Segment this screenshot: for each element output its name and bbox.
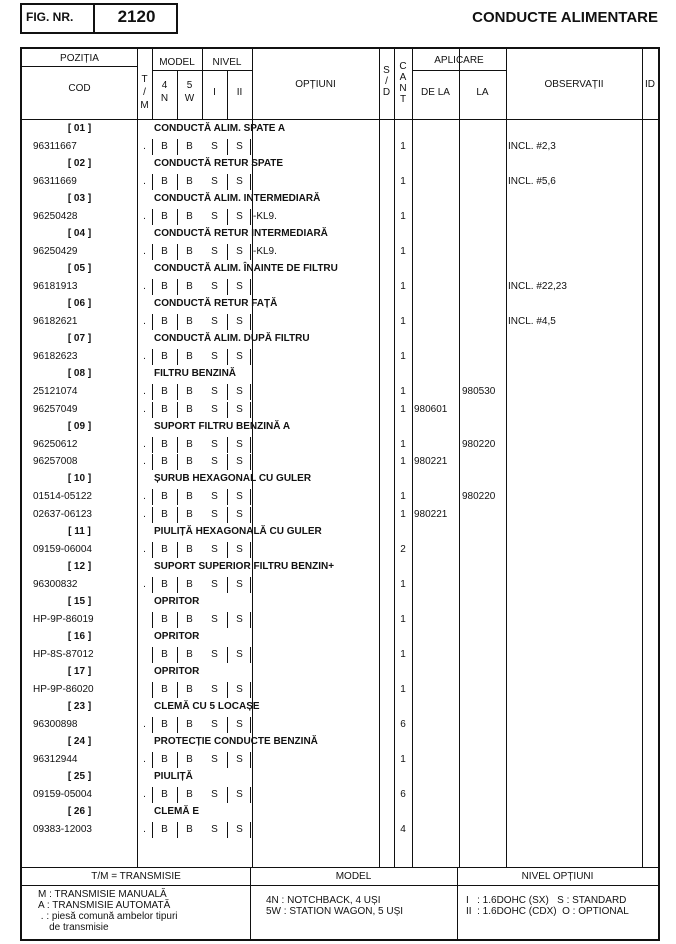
part-nivel-1: S xyxy=(211,788,218,800)
header-tm: T / M xyxy=(140,74,149,111)
parts-table xyxy=(20,47,660,941)
part-code: 96312944 xyxy=(33,753,78,765)
group-title: FILTRU BENZINĂ xyxy=(154,368,237,379)
part-transmission: . xyxy=(143,316,146,327)
part-model-4n: B xyxy=(161,543,168,555)
group-title: SUPORT SUPERIOR FILTRU BENZIN+ xyxy=(154,560,335,572)
part-quantity: 1 xyxy=(400,508,406,520)
column-rule xyxy=(412,49,413,867)
header-id: ID xyxy=(645,79,655,90)
header-rule xyxy=(22,66,137,67)
group-title: CLEMĂ CU 5 LOCAȘE xyxy=(154,700,260,712)
part-valid-from: 980601 xyxy=(414,403,448,415)
group-title: OPRITOR xyxy=(154,630,200,642)
part-model-5w: B xyxy=(186,648,193,660)
group-title: CONDUCTĂ RETUR INTERMEDIARĂ xyxy=(154,228,328,239)
legend-tm-title: T/M = TRANSMISIE xyxy=(91,871,181,882)
part-quantity: 1 xyxy=(400,316,406,327)
part-code: 96250612 xyxy=(33,438,78,450)
part-code: 96257008 xyxy=(33,456,78,467)
part-nivel-1: S xyxy=(211,491,218,502)
part-nivel-1: S xyxy=(211,403,218,415)
part-option: -KL9. xyxy=(253,211,277,222)
part-model-4n: B xyxy=(161,316,168,327)
part-nivel-1: S xyxy=(211,648,218,660)
header-la: LA xyxy=(476,87,489,98)
part-model-5w: B xyxy=(186,316,193,327)
part-nivel-1: S xyxy=(211,438,218,450)
group-position: [ 26 ] xyxy=(67,805,92,817)
part-nivel-2: S xyxy=(236,176,243,187)
part-code: 96182623 xyxy=(33,351,78,362)
part-valid-to: 980220 xyxy=(462,438,496,450)
header-model: MODEL xyxy=(159,57,195,68)
legend-nivel-title: NIVEL OPȚIUNI xyxy=(521,871,594,882)
part-model-5w: B xyxy=(186,823,193,835)
page-title: CONDUCTE ALIMENTARE xyxy=(472,9,658,26)
part-quantity: 1 xyxy=(400,211,406,222)
part-quantity: 1 xyxy=(400,648,406,660)
part-nivel-1: S xyxy=(211,176,218,187)
part-transmission: . xyxy=(143,788,146,800)
part-quantity: 1 xyxy=(400,578,406,590)
part-code: 96181913 xyxy=(33,281,78,292)
header-cant: C A N T xyxy=(399,61,407,105)
part-model-4n: B xyxy=(161,718,168,730)
part-nivel-2: S xyxy=(236,753,243,765)
legend-tm-item: A : TRANSMISIE AUTOMATĂ xyxy=(38,900,171,911)
part-code: 96300832 xyxy=(33,578,78,590)
header-cod: COD xyxy=(68,83,91,94)
part-model-4n: B xyxy=(161,351,168,362)
part-quantity: 1 xyxy=(400,281,406,292)
legend-tm-item: . : piesă comună ambelor tipuri xyxy=(38,911,178,922)
header-aplicare: APLICARE xyxy=(434,55,484,66)
part-transmission: . xyxy=(143,823,146,835)
group-position: [ 25 ] xyxy=(67,770,92,782)
group-position: [ 06 ] xyxy=(67,298,92,309)
group-position: [ 16 ] xyxy=(67,630,92,642)
part-transmission: . xyxy=(143,718,146,730)
legend-tm-item: M : TRANSMISIE MANUALĂ xyxy=(38,889,167,900)
part-model-5w: B xyxy=(186,176,193,187)
part-observation: INCL. #2,3 xyxy=(508,141,556,152)
header-bottom-rule xyxy=(22,119,658,120)
part-transmission: . xyxy=(143,246,146,257)
part-transmission: . xyxy=(143,386,146,397)
header-nivel-2: II xyxy=(236,87,243,98)
part-model-4n: B xyxy=(161,386,168,397)
header-nivel-1: I xyxy=(213,87,216,98)
group-title: PROTECȚIE CONDUCTE BENZINĂ xyxy=(154,735,318,747)
part-model-5w: B xyxy=(186,386,193,397)
part-nivel-2: S xyxy=(236,403,243,415)
part-code: 25121074 xyxy=(33,386,78,397)
part-nivel-1: S xyxy=(211,718,218,730)
legend-mid-rule xyxy=(22,885,658,886)
part-nivel-1: S xyxy=(211,211,218,222)
group-title: PIULIȚĂ xyxy=(154,770,193,782)
part-code: 96257049 xyxy=(33,403,78,415)
header-nivel: NIVEL xyxy=(212,57,242,68)
part-code: 02637-06123 xyxy=(33,508,92,520)
column-rule xyxy=(642,49,643,867)
part-code: 96300898 xyxy=(33,718,78,730)
part-nivel-2: S xyxy=(236,491,243,502)
part-quantity: 1 xyxy=(400,613,406,625)
group-position: [ 04 ] xyxy=(67,228,92,239)
part-model-5w: B xyxy=(186,281,193,292)
part-nivel-2: S xyxy=(236,438,243,450)
header-optiuni: OPȚIUNI xyxy=(295,79,336,90)
part-quantity: 1 xyxy=(400,351,406,362)
part-nivel-2: S xyxy=(236,246,243,257)
header-model-5w: 5 W xyxy=(184,80,195,104)
header-de-la: DE LA xyxy=(421,87,450,98)
part-transmission: . xyxy=(143,211,146,222)
legend-model-title: MODEL xyxy=(335,871,372,882)
part-model-5w: B xyxy=(186,718,193,730)
part-model-5w: B xyxy=(186,683,193,695)
group-title: PIULIȚĂ HEXAGONALĂ CU GULER xyxy=(154,525,322,537)
part-nivel-1: S xyxy=(211,281,218,292)
group-title: CONDUCTĂ ALIM. INTERMEDIARĂ xyxy=(154,193,321,204)
part-quantity: 1 xyxy=(400,491,406,502)
part-nivel-1: S xyxy=(211,456,218,467)
part-quantity: 4 xyxy=(400,823,406,835)
part-model-5w: B xyxy=(186,753,193,765)
part-nivel-1: S xyxy=(211,543,218,555)
part-quantity: 6 xyxy=(400,718,406,730)
part-quantity: 1 xyxy=(400,403,406,415)
group-title: CONDUCTĂ RETUR FAȚĂ xyxy=(154,298,278,309)
part-nivel-1: S xyxy=(211,613,218,625)
part-model-5w: B xyxy=(186,491,193,502)
legend-nivel-item: I : 1.6DOHC (SX) S : STANDARD xyxy=(466,895,627,906)
part-quantity: 1 xyxy=(400,176,406,187)
part-model-5w: B xyxy=(186,456,193,467)
header-pozitia: POZIȚIA xyxy=(60,53,99,64)
group-position: [ 09 ] xyxy=(67,420,92,432)
part-model-4n: B xyxy=(161,613,168,625)
part-code: 96182621 xyxy=(33,316,78,327)
group-title: CONDUCTĂ ALIM. ÎNAINTE DE FILTRU xyxy=(154,263,338,274)
group-position: [ 23 ] xyxy=(67,700,92,712)
part-transmission: . xyxy=(143,508,146,520)
part-model-4n: B xyxy=(161,141,168,152)
part-quantity: 1 xyxy=(400,386,406,397)
part-transmission: . xyxy=(143,578,146,590)
part-model-4n: B xyxy=(161,648,168,660)
part-nivel-2: S xyxy=(236,683,243,695)
part-nivel-2: S xyxy=(236,718,243,730)
part-nivel-1: S xyxy=(211,246,218,257)
group-position: [ 07 ] xyxy=(67,333,92,344)
group-position: [ 02 ] xyxy=(67,158,92,169)
part-model-4n: B xyxy=(161,281,168,292)
group-position: [ 12 ] xyxy=(67,560,92,572)
column-rule xyxy=(379,49,380,867)
group-position: [ 05 ] xyxy=(67,263,92,274)
column-rule xyxy=(506,49,507,867)
part-model-5w: B xyxy=(186,613,193,625)
part-observation: INCL. #22,23 xyxy=(508,281,567,292)
part-nivel-2: S xyxy=(236,281,243,292)
part-model-5w: B xyxy=(186,578,193,590)
part-code: 96311669 xyxy=(33,176,77,187)
part-model-5w: B xyxy=(186,211,193,222)
part-model-4n: B xyxy=(161,491,168,502)
part-nivel-2: S xyxy=(236,788,243,800)
part-code: 09383-12003 xyxy=(33,823,92,835)
group-position: [ 10 ] xyxy=(67,473,92,484)
part-nivel-1: S xyxy=(211,753,218,765)
legend-model-item: 4N : NOTCHBACK, 4 UȘI xyxy=(266,895,381,906)
part-valid-to: 980220 xyxy=(462,491,496,502)
group-position: [ 17 ] xyxy=(67,665,92,677)
legend-top-rule xyxy=(22,867,658,868)
part-quantity: 1 xyxy=(400,753,406,765)
legend-nivel-item: II : 1.6DOHC (CDX) O : OPTIONAL xyxy=(466,906,629,917)
part-nivel-1: S xyxy=(211,141,218,152)
part-transmission: . xyxy=(143,491,146,502)
part-code: 09159-05004 xyxy=(33,788,92,800)
part-quantity: 2 xyxy=(400,543,406,555)
part-nivel-2: S xyxy=(236,386,243,397)
part-transmission: . xyxy=(143,753,146,765)
part-nivel-1: S xyxy=(211,386,218,397)
part-code: HP-8S-87012 xyxy=(33,648,94,660)
part-valid-from: 980221 xyxy=(414,456,448,467)
legend-model-item: 5W : STATION WAGON, 5 UȘI xyxy=(266,906,404,917)
part-quantity: 1 xyxy=(400,246,406,257)
part-nivel-1: S xyxy=(211,508,218,520)
part-quantity: 1 xyxy=(400,683,406,695)
part-model-5w: B xyxy=(186,788,193,800)
part-code: HP-9P-86019 xyxy=(33,613,94,625)
header-model-4n: 4 N xyxy=(160,80,169,104)
part-code: 96311667 xyxy=(33,141,77,152)
part-valid-from: 980221 xyxy=(414,508,448,520)
part-nivel-2: S xyxy=(236,456,243,467)
part-nivel-2: S xyxy=(236,613,243,625)
part-nivel-2: S xyxy=(236,351,243,362)
part-valid-to: 980530 xyxy=(462,386,496,397)
figure-label: FIG. NR. xyxy=(26,10,74,24)
part-transmission: . xyxy=(143,456,146,467)
part-transmission: . xyxy=(143,176,146,187)
part-nivel-1: S xyxy=(211,683,218,695)
part-model-4n: B xyxy=(161,403,168,415)
part-option: -KL9. xyxy=(253,246,277,257)
part-model-4n: B xyxy=(161,823,168,835)
part-quantity: 1 xyxy=(400,456,406,467)
part-model-4n: B xyxy=(161,578,168,590)
group-position: [ 11 ] xyxy=(68,525,91,537)
part-nivel-2: S xyxy=(236,543,243,555)
part-model-5w: B xyxy=(186,141,193,152)
group-title: CLEMĂ E xyxy=(154,805,199,817)
part-model-5w: B xyxy=(186,403,193,415)
part-transmission: . xyxy=(143,141,146,152)
part-nivel-2: S xyxy=(236,578,243,590)
part-code: HP-9P-86020 xyxy=(33,683,94,695)
part-model-4n: B xyxy=(161,176,168,187)
part-nivel-2: S xyxy=(236,211,243,222)
part-model-4n: B xyxy=(161,788,168,800)
group-title: SUPORT FILTRU BENZINĂ A xyxy=(154,420,291,432)
group-title: OPRITOR xyxy=(154,595,200,607)
part-model-5w: B xyxy=(186,351,193,362)
figure-number: 2120 xyxy=(117,7,156,26)
part-model-4n: B xyxy=(161,211,168,222)
group-position: [ 15 ] xyxy=(67,595,92,607)
part-quantity: 6 xyxy=(400,788,406,800)
part-nivel-2: S xyxy=(236,316,243,327)
part-model-5w: B xyxy=(186,246,193,257)
part-code: 96250429 xyxy=(33,246,78,257)
part-nivel-2: S xyxy=(236,823,243,835)
part-model-4n: B xyxy=(161,456,168,467)
part-model-5w: B xyxy=(186,508,193,520)
part-model-4n: B xyxy=(161,753,168,765)
group-position: [ 08 ] xyxy=(67,368,92,379)
part-model-5w: B xyxy=(186,543,193,555)
part-transmission: . xyxy=(143,281,146,292)
part-observation: INCL. #5,6 xyxy=(508,176,556,187)
part-nivel-2: S xyxy=(236,141,243,152)
part-model-5w: B xyxy=(186,438,193,450)
column-rule xyxy=(459,49,460,867)
part-model-4n: B xyxy=(161,683,168,695)
part-nivel-1: S xyxy=(211,823,218,835)
part-model-4n: B xyxy=(161,438,168,450)
group-title: CONDUCTĂ ALIM. DUPĂ FILTRU xyxy=(154,333,310,344)
header-observatii: OBSERVAȚII xyxy=(544,79,604,90)
group-position: [ 01 ] xyxy=(67,123,92,134)
part-model-4n: B xyxy=(161,508,168,520)
group-title: CONDUCTĂ ALIM. SPATE A xyxy=(154,123,286,134)
header-sd: S / D xyxy=(382,65,391,98)
part-nivel-2: S xyxy=(236,648,243,660)
part-code: 01514-05122 xyxy=(33,491,92,502)
part-nivel-1: S xyxy=(211,578,218,590)
part-transmission: . xyxy=(143,351,146,362)
part-transmission: . xyxy=(143,403,146,415)
group-position: [ 24 ] xyxy=(67,735,92,747)
part-model-4n: B xyxy=(161,246,168,257)
group-title: ȘURUB HEXAGONAL CU GULER xyxy=(154,473,312,484)
part-observation: INCL. #4,5 xyxy=(508,316,556,327)
part-code: 96250428 xyxy=(33,211,78,222)
part-code: 09159-06004 xyxy=(33,543,92,555)
part-transmission: . xyxy=(143,543,146,555)
group-position: [ 03 ] xyxy=(67,193,92,204)
part-transmission: . xyxy=(143,438,146,450)
part-nivel-1: S xyxy=(211,316,218,327)
part-nivel-1: S xyxy=(211,351,218,362)
part-quantity: 1 xyxy=(400,141,406,152)
part-quantity: 1 xyxy=(400,438,406,450)
legend-tm-item: de transmisie xyxy=(38,922,109,933)
part-nivel-2: S xyxy=(236,508,243,520)
group-title: OPRITOR xyxy=(154,665,200,677)
group-title: CONDUCTĂ RETUR SPATE xyxy=(154,158,284,169)
